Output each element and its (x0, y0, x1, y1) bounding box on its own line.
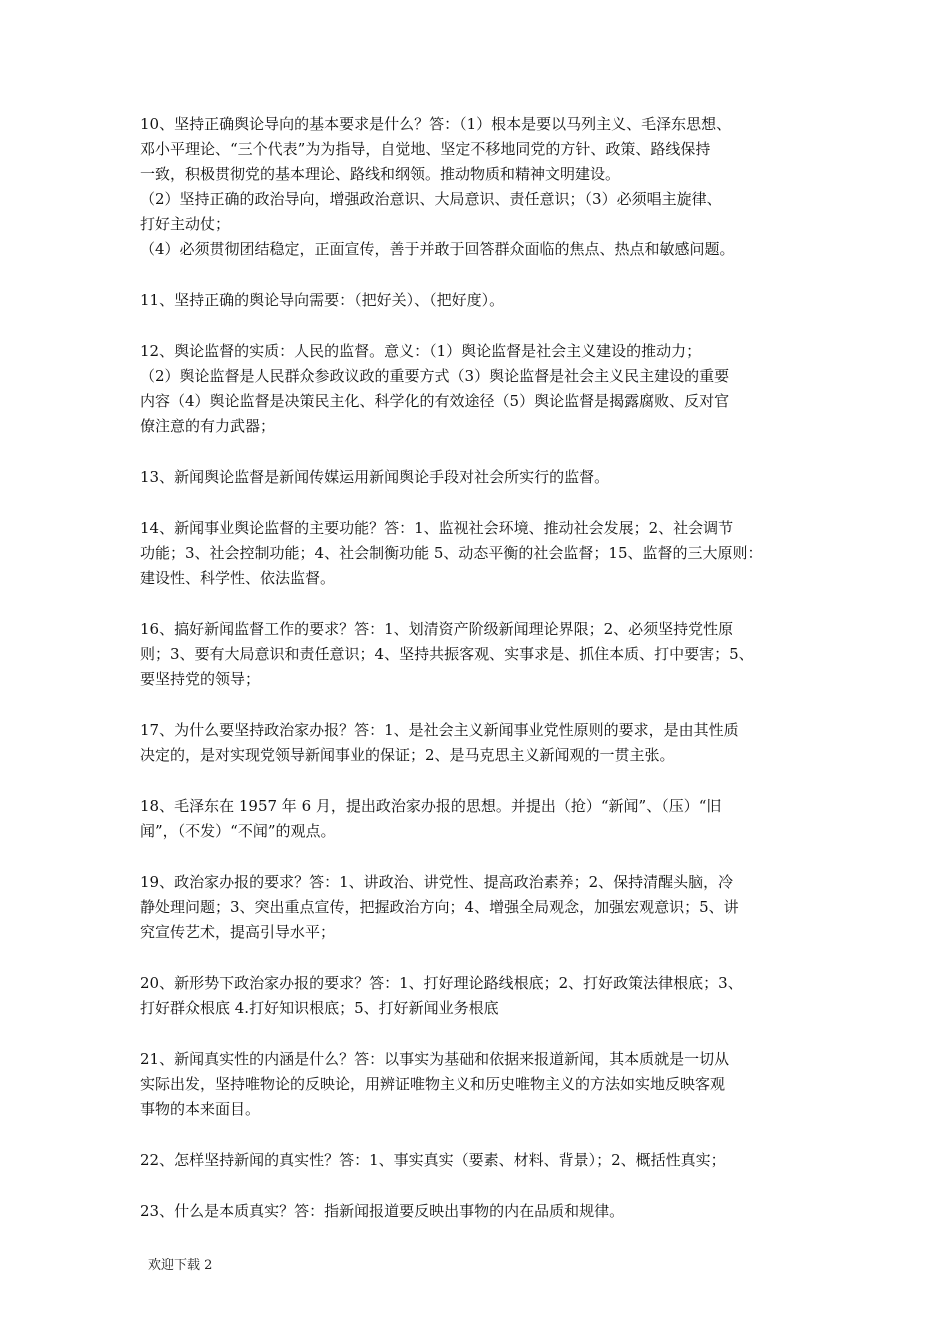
paragraph-21 (140, 1047, 830, 1122)
paragraph-12 (140, 339, 830, 439)
paragraph-17 (140, 718, 830, 768)
paragraph-19 (140, 870, 830, 945)
text-line: 僚注意的有力武器； (140, 417, 276, 435)
text-line: 12、舆论监督的实质：人民的监督。意义：（1）舆论监督是社会主义建设的推动力； (140, 342, 702, 360)
text-line: 13、新闻舆论监督是新闻传媒运用新闻舆论手段对社会所实行的监督。 (140, 468, 610, 486)
text-line: 决定的，是对实现党领导新闻事业的保证；2、是马克思主义新闻观的一贯主张。 (140, 746, 675, 764)
paragraph-18 (140, 794, 830, 844)
text-line: 建设性、科学性、依法监督。 (140, 569, 336, 587)
text-line: 23、什么是本质真实？答：指新闻报道要反映出事物的内在品质和规律。 (140, 1202, 625, 1220)
text-line: 打好群众根底 4.打好知识根底；5、打好新闻业务根底 (140, 999, 499, 1017)
paragraph-11 (140, 288, 830, 313)
text-line: 19、政治家办报的要求？答：1、讲政治、讲党性、提高政治素养；2、保持清醒头脑，冷 (140, 873, 734, 891)
text-line: 闻”，（不发）“不闻”的观点。 (140, 822, 336, 840)
text-line: （4）必须贯彻团结稳定，正面宣传，善于并敢于回答群众面临的焦点、热点和敏感问题。 (140, 240, 735, 258)
page-footer: 欢迎下载 2 (148, 1258, 213, 1273)
text-line: 10、坚持正确舆论导向的基本要求是什么？答：（1）根本是要以马列主义、毛泽东思想、 (140, 115, 732, 133)
text-line: 21、新闻真实性的内涵是什么？答：以事实为基础和依据来报道新闻，其本质就是一切从 (140, 1050, 730, 1068)
text-line: 11、坚持正确的舆论导向需要：（把好关）、（把好度）。 (140, 291, 505, 309)
text-line: （2）舆论监督是人民群众参政议政的重要方式（3）舆论监督是社会主义民主建设的重要 (140, 367, 730, 385)
text-line: 14、新闻事业舆论监督的主要功能？答：1、监视社会环境、推动社会发展；2、社会调节 (140, 519, 734, 537)
text-line: 邓小平理论、“三个代表”为为指导，自觉地、坚定不移地同党的方针、政策、路线保持 (140, 140, 711, 158)
paragraph-10 (140, 112, 830, 262)
text-line: 16、搞好新闻监督工作的要求？答：1、划清资产阶级新闻理论界限；2、必须坚持党性原 (140, 620, 734, 638)
text-line: 究宣传艺术，提高引导水平； (140, 923, 336, 941)
text-line: 内容（4）舆论监督是决策民主化、科学化的有效途径（5）舆论监督是揭露腐败、反对官 (140, 392, 730, 410)
document-body (140, 112, 830, 1224)
text-line: 打好主动仗； (140, 215, 231, 233)
paragraph-20 (140, 971, 830, 1021)
text-line: 要坚持党的领导； (140, 670, 261, 688)
text-line: 功能；3、社会控制功能；4、社会制衡功能 5、动态平衡的社会监督；15、监督的三大原则： (140, 544, 763, 562)
paragraph-23 (140, 1199, 830, 1224)
text-line: 17、为什么要坚持政治家办报？答：1、是社会主义新闻事业党性原则的要求，是由其性质 (140, 721, 739, 739)
text-line: 18、毛泽东在 1957 年 6 月，提出政治家办报的思想。并提出（抢）“新闻”、（压）“旧 (140, 797, 722, 815)
text-line: 实际出发，坚持唯物论的反映论，用辨证唯物主义和历史唯物主义的方法如实地反映客观 (140, 1075, 726, 1093)
paragraph-16 (140, 617, 830, 692)
text-line: 静处理问题；3、突出重点宣传，把握政治方向；4、增强全局观念，加强宏观意识；5、讲 (140, 898, 739, 916)
text-line: 22、怎样坚持新闻的真实性？答：1、事实真实（要素、材料、背景）；2、概括性真实； (140, 1151, 726, 1169)
text-line: 一致，积极贯彻党的基本理论、路线和纲领。推动物质和精神文明建设。 (140, 165, 621, 183)
text-line: （2）坚持正确的政治导向，增强政治意识、大局意识、责任意识；（3）必须唱主旋律、 (140, 190, 722, 208)
text-line: 20、新形势下政治家办报的要求？答：1、打好理论路线根底；2、打好政策法律根底；3、 (140, 974, 743, 992)
paragraph-22 (140, 1148, 830, 1173)
paragraph-14 (140, 516, 830, 591)
text-line: 则；3、要有大局意识和责任意识；4、坚持共振客观、实事求是、抓住本质、打中要害；5、 (140, 645, 754, 663)
text-line: 事物的本来面目。 (140, 1100, 261, 1118)
paragraph-13 (140, 465, 830, 490)
